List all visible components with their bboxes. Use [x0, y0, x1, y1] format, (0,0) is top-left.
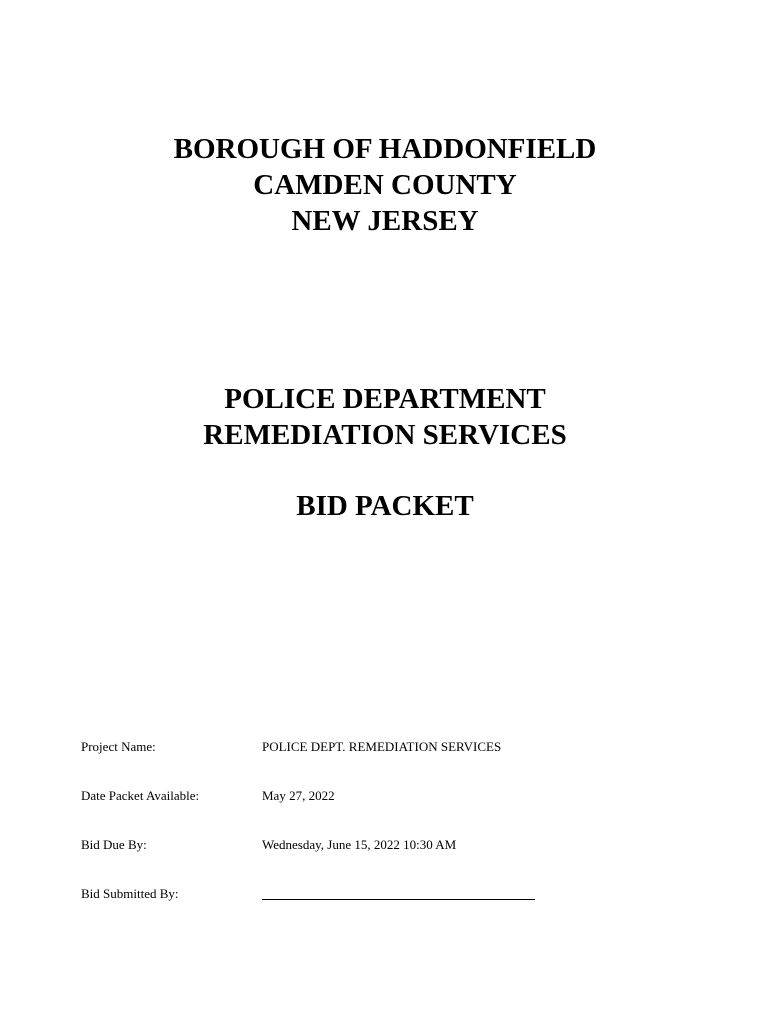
- issuer-state: NEW JERSEY: [291, 205, 479, 237]
- project-title: [0, 381, 770, 453]
- date-available-row: [81, 786, 701, 806]
- submitted-by-row: [81, 884, 701, 904]
- project-title-line-2: REMEDIATION SERVICES: [203, 419, 567, 451]
- project-name-row: [81, 737, 701, 757]
- project-title-line-1: POLICE DEPARTMENT: [224, 383, 546, 415]
- issuer-county: CAMDEN COUNTY: [253, 169, 517, 201]
- project-name-label: Project Name:: [81, 739, 156, 754]
- signature-line: [262, 899, 535, 900]
- bid-due-label: Bid Due By:: [81, 837, 147, 852]
- bid-packet-title: BID PACKET: [296, 490, 474, 522]
- bid-due-value: Wednesday, June 15, 2022 10:30 AM: [262, 837, 457, 852]
- issuer-header: [0, 131, 770, 239]
- date-available-label: Date Packet Available:: [81, 788, 200, 803]
- project-name-value: POLICE DEPT. REMEDIATION SERVICES: [262, 739, 502, 754]
- document-subtitle: [0, 488, 770, 524]
- date-available-value: May 27, 2022: [262, 788, 335, 803]
- bid-due-row: [81, 835, 701, 855]
- submitted-by-label: Bid Submitted By:: [81, 886, 179, 901]
- issuer-borough: BOROUGH OF HADDONFIELD: [173, 133, 597, 165]
